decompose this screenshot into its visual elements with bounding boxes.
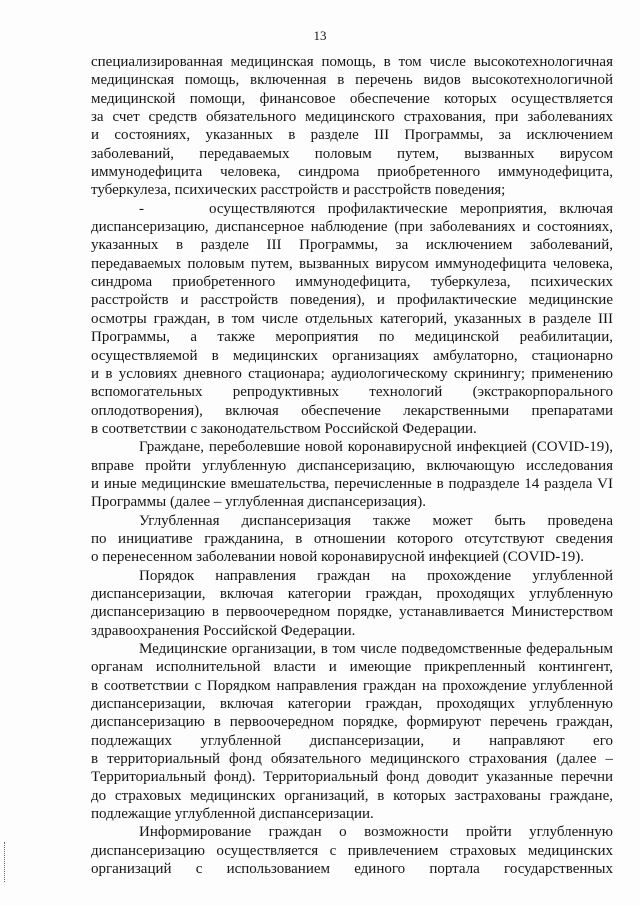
text-line: вспомогательных репродуктивных технологий (экстракорпорального [91,384,613,401]
text-line: за счет средств обязательного медицинского страхования, при заболеваниях [91,109,613,126]
page-number: 13 [313,28,327,43]
text-line: здравоохранения Российской Федерации. [91,622,356,639]
text-line: подлежащие углубленной диспансеризации. [91,806,374,823]
text-line: в соответствии с законодательством Российской Федерации. [91,420,477,437]
text-line: Информирование граждан о возможности пройти углубленную [139,824,613,841]
paragraph [91,53,613,200]
text-line: специализированная медицинская помощь, в том числе высокотехнологичная [91,54,613,70]
paragraph [91,438,613,511]
text-line: диспансеризацию, диспансерное наблюдение (при заболеваниях и состояниях, [91,219,613,236]
text-line: передаваемых половым путем, вызванных вирусом иммунодефицита человека, [91,255,613,272]
text-line: и в условиях дневного стационара; аудиологическому скринингу; применению [91,365,613,382]
document-body [91,53,613,878]
text-line: оплодотворения), включая обеспечение лекарственными препаратами [91,402,613,419]
text-line: в соответствии с Порядком направления граждан на прохождение углубленной [91,677,613,694]
text-line: Программы (далее – углубленная диспансеризация). [91,494,426,511]
text-line: Территориальный фонд). Территориальный фонд доводит указанные перечни [91,769,613,786]
list-dash-marker: - [139,200,144,217]
text-line: органам исполнительной власти и имеющие прикрепленный контингент, [91,659,613,676]
text-line: диспансеризации, включая категории граждан, проходящих углубленную [91,585,613,602]
text-line: медицинской помощи, финансовое обеспечение которых осуществляется [91,90,613,107]
text-line: диспансеризацию в первоочередном порядке, устанавливается Министерством [91,604,613,621]
text-line: расстройств и расстройств поведения), и профилактические медицинские [91,292,613,309]
scan-artifact [4,842,8,882]
text-line: медицинская помощь, включенная в перечень видов высокотехнологичной [91,72,613,89]
text-line: организаций с использованием единого портала государственных [91,861,613,878]
text-line: синдрома приобретенного иммунодефицита, туберкулеза, психических [91,274,613,291]
text-line: до страховых медицинских организаций, в которых застрахованы граждане, [91,787,613,804]
paragraph [91,200,613,438]
text-line: Граждане, переболевшие новой коронавирусной инфекцией (COVID-19), [139,439,613,456]
text-line: подлежащих углубленной диспансеризации, и направляют его [91,732,613,749]
text-line: диспансеризации, включая категории граждан, проходящих углубленную [91,696,613,713]
text-line: указанных в разделе III Программы, за исключением заболеваний, [91,237,613,254]
paragraph [91,823,613,878]
paragraph [91,512,613,567]
text-line: заболеваний, передаваемых половым путем, вызванных вирусом [91,145,613,162]
text-line: осмотры граждан, в том числе отдельных категорий, указанных в разделе III [91,310,613,327]
text-line: и состояниях, указанных в разделе III Программы, за исключением [91,127,613,144]
text-line: Порядок направления граждан на прохождение углубленной [139,567,613,584]
text-line-content: осуществляются профилактические мероприятия, включая [209,200,613,217]
paragraph [91,640,613,823]
text-line: туберкулеза, психических расстройств и расстройств поведения; [91,182,506,199]
text-line: диспансеризацию в первоочередном порядке, формируют перечень граждан, [91,714,613,731]
text-line: о перенесенном заболевании новой коронавирусной инфекцией (COVID-19). [91,549,585,566]
text-line: диспансеризацию осуществляется с привлечением страховых медицинских [91,842,613,859]
text-line: Углубленная диспансеризация также может быть проведена [139,512,613,529]
text-line: по инициативе гражданина, в отношении которого отсутствуют сведения [91,530,613,547]
text-line: осуществляемой в медицинских организациях амбулаторно, стационарно [91,347,613,364]
text-line [91,200,613,218]
text-line: и иные медицинские вмешательства, перечисленные в подразделе 14 раздела VI [91,475,613,492]
text-line: вправе пройти углубленную диспансеризацию, включающую исследования [91,457,613,474]
paragraph [91,567,613,640]
text-line: иммунодефицита человека, синдрома приобретенного иммунодефицита, [91,164,613,181]
text-line: в территориальный фонд обязательного медицинского страхования (далее – [91,751,613,768]
text-line: Программы, а также мероприятия по медицинской реабилитации, [91,329,613,346]
text-line: Медицинские организации, в том числе подведомственные федеральным [139,641,613,657]
